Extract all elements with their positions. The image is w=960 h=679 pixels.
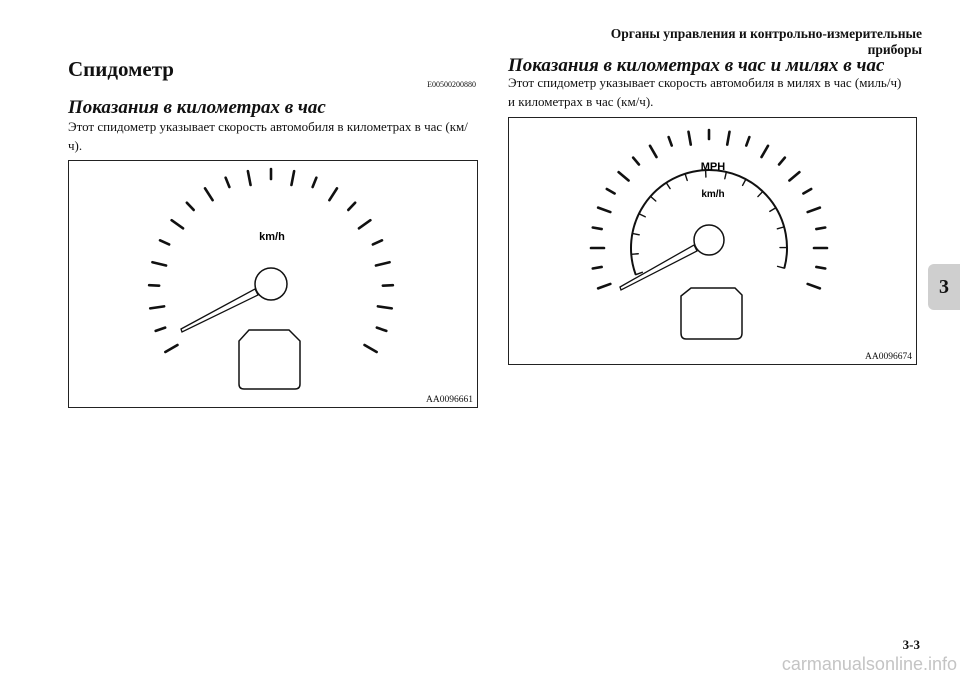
kmh-tick	[359, 220, 370, 228]
mph-tick	[598, 208, 610, 212]
kmh-odometer-display	[239, 330, 300, 389]
mph-tick	[762, 146, 769, 157]
kmh-dial-unit-label: km/h	[259, 231, 285, 243]
kmh-inner-tick	[631, 254, 638, 255]
mph-tick	[607, 189, 615, 194]
kmh-needle	[181, 289, 258, 332]
page-number: 3-3	[902, 637, 920, 652]
mph-needle-hub	[694, 225, 724, 255]
mph-tick	[816, 267, 825, 269]
mph-odometer-display	[681, 288, 742, 339]
section-title: Спидометр	[68, 57, 174, 81]
kmh-inner-scale-arc	[631, 170, 787, 275]
kmh-inner-tick	[666, 183, 670, 189]
running-head: Органы управления и контрольно-измерительные приборы	[610, 26, 922, 57]
mph-tick	[803, 189, 811, 194]
kmh-inner-tick	[770, 208, 776, 212]
kmh-needle-hub	[255, 268, 287, 300]
mph-kmh-paragraph: Этот спидометр указывает скорость автомобиля в милях в час (миль/ч) и километрах в час (км/ч).	[508, 75, 902, 109]
mph-figure-code: AA0096674	[865, 352, 912, 362]
kmh-subtitle: Показания в километрах в час	[68, 97, 326, 118]
mph-tick	[789, 172, 799, 180]
kmh-inner-tick	[685, 174, 687, 181]
mph-tick	[746, 137, 749, 145]
kmh-tick	[152, 262, 166, 265]
section-code: E00500200880	[427, 80, 476, 89]
mph-tick	[593, 228, 602, 230]
kmh-tick	[205, 188, 213, 200]
kmh-inner-unit-label: km/h	[701, 189, 725, 200]
watermark: carmanualsonline.info	[781, 654, 957, 674]
kmh-tick	[291, 171, 294, 185]
mph-tick	[808, 208, 820, 212]
mph-dial-ticks	[591, 130, 827, 288]
mph-tick	[650, 146, 657, 157]
kmh-inner-tick	[651, 196, 656, 201]
mph-tick	[619, 172, 629, 180]
kmh-speedometer-drawing	[69, 161, 477, 407]
kmh-tick	[165, 345, 177, 352]
kmh-tick	[377, 328, 386, 331]
kmh-inner-dial-ticks	[631, 170, 787, 275]
kmh-inner-tick	[743, 179, 746, 185]
mph-tick	[669, 137, 672, 145]
kmh-tick	[329, 188, 337, 200]
kmh-tick	[160, 240, 169, 244]
kmh-speedometer-figure	[68, 160, 478, 408]
mph-kmh-subtitle: Показания в километрах в час и милях в час	[508, 55, 885, 76]
kmh-tick	[373, 240, 382, 244]
mph-tick	[816, 228, 825, 230]
mph-tick	[633, 158, 639, 165]
kmh-tick	[376, 262, 390, 265]
mph-dial-unit-label: MPH	[700, 161, 726, 173]
kmh-tick	[156, 328, 165, 331]
kmh-tick	[150, 306, 164, 308]
chapter-tab[interactable]: 3	[928, 264, 960, 310]
kmh-tick	[348, 203, 355, 210]
kmh-tick	[187, 203, 194, 210]
kmh-tick	[313, 178, 317, 187]
kmh-inner-tick	[777, 227, 784, 229]
mph-tick	[598, 284, 610, 288]
kmh-tick	[378, 306, 392, 308]
mph-kmh-speedometer-figure	[508, 117, 917, 365]
kmh-inner-tick	[632, 233, 639, 234]
kmh-inner-tick	[639, 214, 645, 217]
kmh-tick	[248, 171, 251, 185]
kmh-tick	[226, 178, 230, 187]
kmh-tick	[172, 220, 183, 228]
mph-tick	[779, 158, 785, 165]
kmh-paragraph: Этот спидометр указывает скорость автомобиля в километрах в час (км/ч).	[68, 119, 468, 153]
kmh-inner-tick	[758, 191, 763, 196]
mph-kmh-speedometer-drawing	[509, 118, 916, 364]
mph-tick	[689, 132, 691, 145]
kmh-dial-ticks	[149, 169, 393, 352]
mph-tick	[808, 284, 820, 288]
mph-tick	[593, 267, 602, 269]
mph-tick	[727, 132, 729, 145]
kmh-tick	[365, 345, 377, 352]
kmh-figure-code: AA0096661	[426, 395, 473, 405]
kmh-inner-tick	[778, 266, 785, 268]
